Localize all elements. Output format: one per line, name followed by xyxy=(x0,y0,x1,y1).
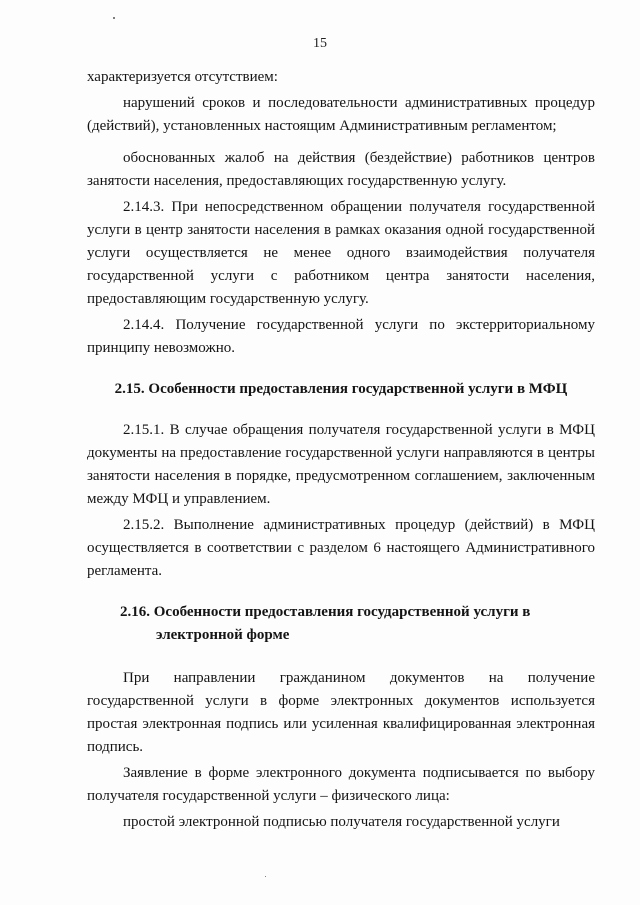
section-heading-2-15: 2.15. Особенности предоставления государственной услуги в МФЦ xyxy=(114,381,568,397)
paragraph-2-14-3: 2.14.3. При непосредственном обращении получателя государственной услуги в центр занятости населения в рамках оказания одной государственной услуги осуществляется не менее одного взаимодействия получателя государственной услуги с работником центра занятости населения, предоставляющим государственную услугу. xyxy=(87,199,595,307)
paragraph-2-15-2: 2.15.2. Выполнение административных процедур (действий) в МФЦ осуществляется в соответствии с разделом 6 настоящего Административного регламента. xyxy=(87,517,595,579)
section-heading-2-16-line1: 2.16. Особенности предоставления государственной услуги в xyxy=(120,604,531,620)
section-heading-2-16-line2: электронной форме xyxy=(156,627,290,643)
paragraph-electronic-signature: При направлении гражданином документов на получение государственной услуги в форме электронных документов используется простая электронная подпись или усиленная квалифицированная электронная подпись. xyxy=(87,670,595,755)
paragraph-2-14-4: 2.14.4. Получение государственной услуги по экстерриториальному принципу невозможно. xyxy=(87,317,595,356)
paragraph-simple-signature: простой электронной подписью получателя государственной услуги xyxy=(123,814,560,830)
document-body xyxy=(87,66,595,834)
section-heading-2-16 xyxy=(87,601,595,647)
paragraph-intro: характеризуется отсутствием: xyxy=(87,69,278,85)
paragraph-complaints: обоснованных жалоб на действия (бездействие) работников центров занятости населения, предоставляющих государственную услугу. xyxy=(87,150,595,189)
paragraph-violations: нарушений сроков и последовательности административных процедур (действий), установленных настоящим Административным регламентом; xyxy=(87,95,595,134)
paragraph-application-signing: Заявление в форме электронного документа подписывается по выбору получателя государственной услуги – физического лица: xyxy=(87,765,595,804)
scan-speck xyxy=(113,17,115,19)
paragraph-2-15-1: 2.15.1. В случае обращения получателя государственной услуги в МФЦ документы на предоставление государственной услуги направляются в центры занятости населения в порядке, предусмотренном соглашением, заключенным между МФЦ и управлением. xyxy=(87,422,595,507)
page-number: 15 xyxy=(313,36,327,51)
scan-speck xyxy=(265,876,266,877)
